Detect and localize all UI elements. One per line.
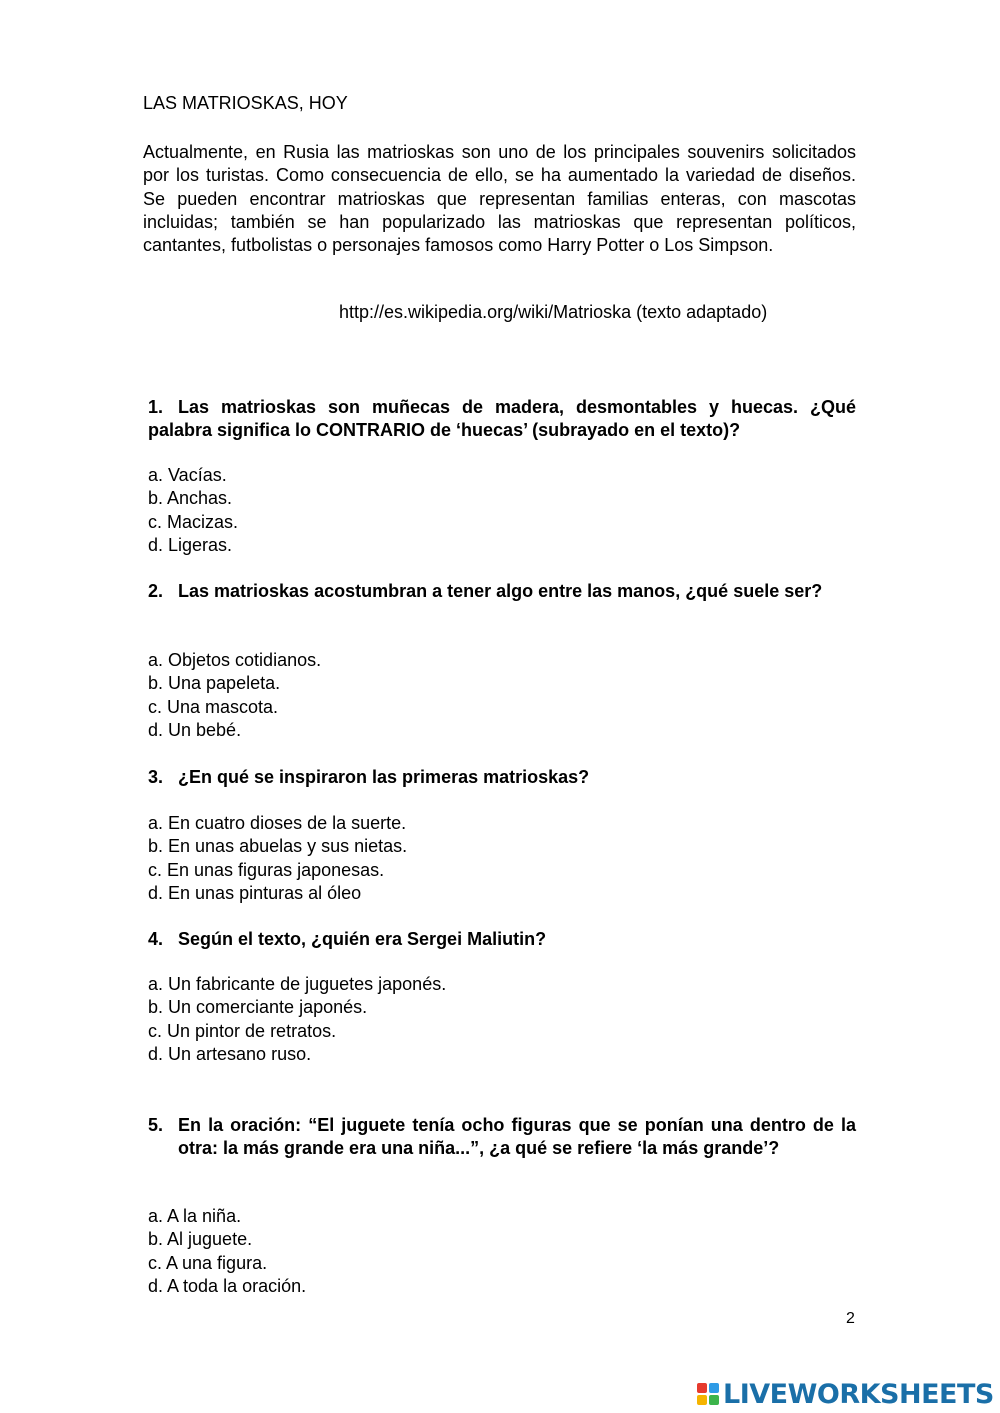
option-1b[interactable]: b. Anchas. <box>148 488 233 509</box>
question-4-number: 4. <box>148 929 164 949</box>
question-3 <box>148 766 856 789</box>
question-4-text: Según el texto, ¿quién era Sergei Maliutin? <box>178 929 547 949</box>
question-1-options <box>148 464 238 557</box>
option-3c[interactable]: c. En unas figuras japonesas. <box>148 859 385 880</box>
logo-block-red <box>697 1383 707 1393</box>
option-3d[interactable]: d. En unas pinturas al óleo <box>148 882 362 903</box>
option-2a[interactable]: a. Objetos cotidianos. <box>148 650 322 670</box>
option-2d[interactable]: d. Un bebé. <box>148 719 242 740</box>
question-3-text: ¿En qué se inspiraron las primeras matrioskas? <box>178 767 590 787</box>
logo-text: LIVEWORKSHEETS <box>723 1378 994 1410</box>
logo-block-green <box>709 1395 719 1405</box>
question-5-text: En la oración: “El juguete tenía ocho figuras que se ponían una dentro de la otra: la más grande era una niña...”, ¿a qué se refiere ‘la más grande’? <box>178 1115 856 1158</box>
question-1-text: Las matrioskas son muñecas de madera, desmontables y huecas. ¿Qué palabra significa lo CONTRARIO de ‘huecas’ (subrayado en el texto)? <box>148 397 856 440</box>
question-2-text: Las matrioskas acostumbran a tener algo entre las manos, ¿qué suele ser? <box>178 581 823 601</box>
source-citation: http://es.wikipedia.org/wiki/Matrioska (texto adaptado) <box>339 302 768 322</box>
option-4a[interactable]: a. Un fabricante de juguetes japonés. <box>148 974 447 994</box>
option-1c[interactable]: c. Macizas. <box>148 511 239 532</box>
question-5-number: 5. <box>148 1115 164 1135</box>
logo-block-yellow <box>697 1395 707 1405</box>
option-1a[interactable]: a. Vacías. <box>148 465 227 485</box>
intro-paragraph: Actualmente, en Rusia las matrioskas son uno de los principales souvenirs solicitados por los turistas. Como consecuencia de ello, se ha aumentado la variedad de diseños. Se pueden encontrar matrioskas que representan familias enteras, con mascotas incluidas; también se han popularizado las matrioskas que representan políticos, cantantes, futbolistas o personajes famosos como Harry Potter o Los Simpson. <box>143 142 856 256</box>
question-3-options <box>148 812 407 905</box>
question-5 <box>148 1114 856 1159</box>
document-title: LAS MATRIOSKAS, HOY <box>143 93 348 113</box>
option-3a[interactable]: a. En cuatro dioses de la suerte. <box>148 813 407 833</box>
question-4 <box>148 928 856 951</box>
option-5b[interactable]: b. Al juguete. <box>148 1229 253 1250</box>
option-1d[interactable]: d. Ligeras. <box>148 534 233 555</box>
liveworksheets-logo[interactable] <box>697 1377 994 1411</box>
option-2b[interactable]: b. Una papeleta. <box>148 673 281 694</box>
option-5a[interactable]: a. A la niña. <box>148 1206 242 1226</box>
option-5c[interactable]: c. A una figura. <box>148 1252 268 1273</box>
question-2 <box>148 580 856 603</box>
question-3-number: 3. <box>148 767 164 787</box>
option-5d[interactable]: d. A toda la oración. <box>148 1275 307 1296</box>
page-number: 2 <box>846 1310 855 1327</box>
option-2c[interactable]: c. Una mascota. <box>148 696 279 717</box>
question-5-options <box>148 1205 306 1298</box>
question-1-number: 1. <box>148 397 164 417</box>
logo-block-blue <box>709 1383 719 1393</box>
question-2-number: 2. <box>148 581 164 601</box>
option-4b[interactable]: b. Un comerciante japonés. <box>148 997 368 1018</box>
question-2-options <box>148 649 321 742</box>
question-4-options <box>148 973 446 1066</box>
option-4c[interactable]: c. Un pintor de retratos. <box>148 1020 337 1041</box>
option-3b[interactable]: b. En unas abuelas y sus nietas. <box>148 836 408 857</box>
option-4d[interactable]: d. Un artesano ruso. <box>148 1043 312 1064</box>
logo-blocks-icon <box>697 1383 719 1405</box>
question-1 <box>148 396 856 441</box>
